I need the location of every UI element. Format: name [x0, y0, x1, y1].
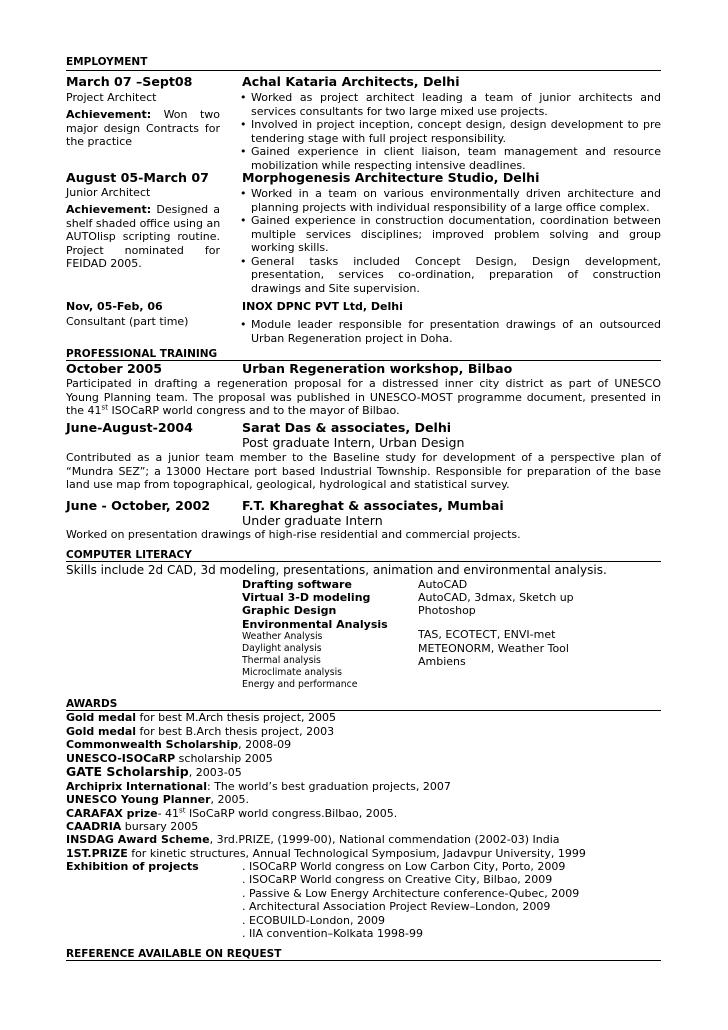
- training-title: Sarat Das & associates, Delhi: [242, 420, 452, 435]
- training-dates: October 2005: [66, 361, 163, 376]
- training-heading: PROFESSIONAL TRAINING: [66, 348, 218, 360]
- section-rule: [66, 960, 661, 961]
- env-analysis-item: Weather Analysis: [242, 631, 323, 642]
- achievement-line: the practice: [66, 135, 133, 148]
- achievement-line: shelf shaded office using an: [66, 216, 220, 230]
- job-bullets: [240, 91, 661, 172]
- achievement-line: AUTOlisp scripting routine.: [66, 230, 220, 243]
- description-line: Contributed as a junior team member to the Baseline study for development of a perspective plan of: [66, 451, 661, 464]
- training-description: [66, 377, 661, 418]
- skill-label: Graphic Design: [242, 604, 337, 617]
- description-line: the 41st ISOCaRP world congress and to the mayor of Bilbao.: [66, 404, 400, 417]
- job-dates: March 07 –Sept08: [66, 74, 193, 89]
- bullet-item: • Gained experience in client liaison, team management and resource: [240, 145, 661, 158]
- training-subtitle: Post graduate Intern, Urban Design: [242, 435, 465, 450]
- env-analysis-item: Microclimate analysis: [242, 667, 343, 678]
- award-item: INSDAG Award Scheme, 3rd.PRIZE, (1999-00), National commendation (2002-03) India: [66, 833, 560, 846]
- bullet-line: working skills.: [251, 241, 329, 254]
- description-line: Young Planning team. The proposal was published in UNESCO-MOST programme document, presented in: [66, 390, 661, 404]
- training-title: Urban Regeneration workshop, Bilbao: [242, 361, 513, 376]
- training-description: Worked on presentation drawings of high-rise residential and commercial projects.: [66, 528, 521, 541]
- bullet-line: Urban Regeneration project in Doha.: [251, 331, 453, 345]
- training-dates: June - October, 2002: [66, 498, 211, 513]
- bullet-line: tendering stage with full project responsibility.: [251, 131, 506, 145]
- bullet-line: presentation, services co-ordination, preparation of construction: [251, 268, 661, 281]
- description-line: “Mundra SEZ”; a 13000 Hectare port based Industrial Township. Responsible for preparation of the base: [66, 464, 661, 478]
- exhibition-item: . ECOBUILD-London, 2009: [242, 914, 385, 927]
- bullet-line: multiple services disciplines; improved problem solving and group: [251, 227, 661, 241]
- computer-intro: Skills include 2d CAD, 3d modeling, presentations, animation and environmental analysis.: [66, 563, 607, 577]
- award-item: UNESCO Young Planner, 2005.: [66, 793, 249, 806]
- achievement-label: Achievement:: [66, 108, 152, 121]
- job-achievement: [66, 108, 220, 149]
- bullet-item: • General tasks included Concept Design, Design development,: [240, 254, 661, 268]
- description-line: land use map from topographical, geological, hydrological and statistical survey.: [66, 478, 510, 491]
- job-company: Achal Kataria Architects, Delhi: [242, 74, 460, 89]
- job-role: Consultant (part time): [66, 315, 189, 328]
- exhibition-item: . ISOCaRP World congress on Creative City, Bilbao, 2009: [242, 873, 553, 886]
- env-tool: METEONORM, Weather Tool: [418, 642, 569, 655]
- bullet-line: mobilization while respecting intensive deadlines.: [251, 158, 526, 172]
- bullet-line: drawings and Site supervision.: [251, 281, 420, 295]
- award-item: GATE Scholarship, 2003-05: [66, 764, 242, 779]
- reference-note: REFERENCE AVAILABLE ON REQUEST: [66, 948, 282, 960]
- job-achievement: [66, 203, 220, 271]
- skill-label: Drafting software: [242, 578, 352, 591]
- achievement-line: Project nominated for: [66, 243, 220, 257]
- job-company: Morphogenesis Architecture Studio, Delhi: [242, 170, 540, 185]
- award-item: Commonwealth Scholarship, 2008-09: [66, 738, 292, 751]
- training-title: F.T. Khareghat & associates, Mumbai: [242, 498, 504, 513]
- award-item: CAADRIA bursary 2005: [66, 820, 199, 833]
- training-subtitle: Under graduate Intern: [242, 513, 383, 528]
- bullet-item: • Module leader responsible for presentation drawings of an outsourced: [240, 318, 661, 331]
- section-rule: [66, 70, 661, 71]
- env-analysis-item: Energy and performance: [242, 679, 358, 690]
- section-rule: [66, 561, 661, 562]
- skill-value: AutoCAD, 3dmax, Sketch up: [418, 591, 574, 604]
- achievement-line: FEIDAD 2005.: [66, 257, 142, 270]
- achievement-label: Achievement:: [66, 203, 152, 216]
- bullet-item: • Worked in a team on various environmentally driven architecture and: [240, 187, 661, 200]
- computer-heading: COMPUTER LITERACY: [66, 549, 192, 561]
- achievement-line: major design Contracts for: [66, 121, 220, 135]
- training-description: [66, 451, 661, 492]
- exhibition-label: Exhibition of projects: [66, 860, 199, 873]
- job-dates: August 05-March 07: [66, 170, 209, 185]
- description-line: Participated in drafting a regeneration proposal for a distressed inner city district as part of UNESCO: [66, 377, 661, 390]
- job-bullets: [240, 318, 661, 345]
- env-tool: Ambiens: [418, 655, 466, 668]
- award-item: UNESCO-ISOCaRP scholarship 2005: [66, 752, 273, 765]
- achievement-line: Designed a: [156, 203, 220, 216]
- skill-value: AutoCAD: [418, 578, 468, 591]
- job-role: Junior Architect: [66, 186, 151, 199]
- skill-label: Virtual 3-D modeling: [242, 591, 371, 604]
- job-bullets: [240, 187, 661, 295]
- bullet-item: • Gained experience in construction documentation, coordination between: [240, 214, 661, 227]
- award-item: Gold medal for best B.Arch thesis project, 2003: [66, 725, 335, 738]
- exhibition-item: . ISOCaRP World congress on Low Carbon City, Porto, 2009: [242, 860, 566, 873]
- employment-heading: EMPLOYMENT: [66, 56, 148, 68]
- skill-label: Environmental Analysis: [242, 618, 388, 631]
- env-analysis-item: Thermal analysis: [242, 655, 321, 666]
- bullet-line: planning projects with individual responsibility of a large office complex.: [251, 200, 650, 214]
- award-item: Archiprix International: The world’s best graduation projects, 2007: [66, 780, 451, 793]
- exhibition-item: . IIA convention–Kolkata 1998-99: [242, 927, 423, 940]
- training-dates: June-August-2004: [66, 420, 193, 435]
- bullet-item: • Involved in project inception, concept design, design development to pre: [240, 118, 661, 131]
- job-company: INOX DPNC PVT Ltd, Delhi: [242, 300, 403, 313]
- env-tool: TAS, ECOTECT, ENVI-met: [418, 628, 556, 641]
- env-analysis-item: Daylight analysis: [242, 643, 322, 654]
- award-item: Gold medal for best M.Arch thesis project, 2005: [66, 711, 337, 724]
- award-item: 1ST.PRIZE for kinetic structures, Annual Technological Symposium, Jadavpur University, 1999: [66, 847, 586, 860]
- job-dates: Nov, 05-Feb, 06: [66, 300, 163, 313]
- bullet-item: • Worked as project architect leading a team of junior architects and: [240, 91, 661, 104]
- job-role: Project Architect: [66, 91, 157, 104]
- exhibition-item: . Passive & Low Energy Architecture conference-Qubec, 2009: [242, 887, 580, 900]
- skill-value: Photoshop: [418, 604, 476, 617]
- achievement-line: Won two: [163, 108, 220, 121]
- exhibition-item: . Architectural Association Project Review–London, 2009: [242, 900, 551, 913]
- award-item: CARAFAX prize- 41st ISoCaRP world congress.Bilbao, 2005.: [66, 806, 398, 820]
- bullet-line: services consultants for two large mixed use projects.: [251, 104, 548, 118]
- awards-heading: AWARDS: [66, 698, 118, 710]
